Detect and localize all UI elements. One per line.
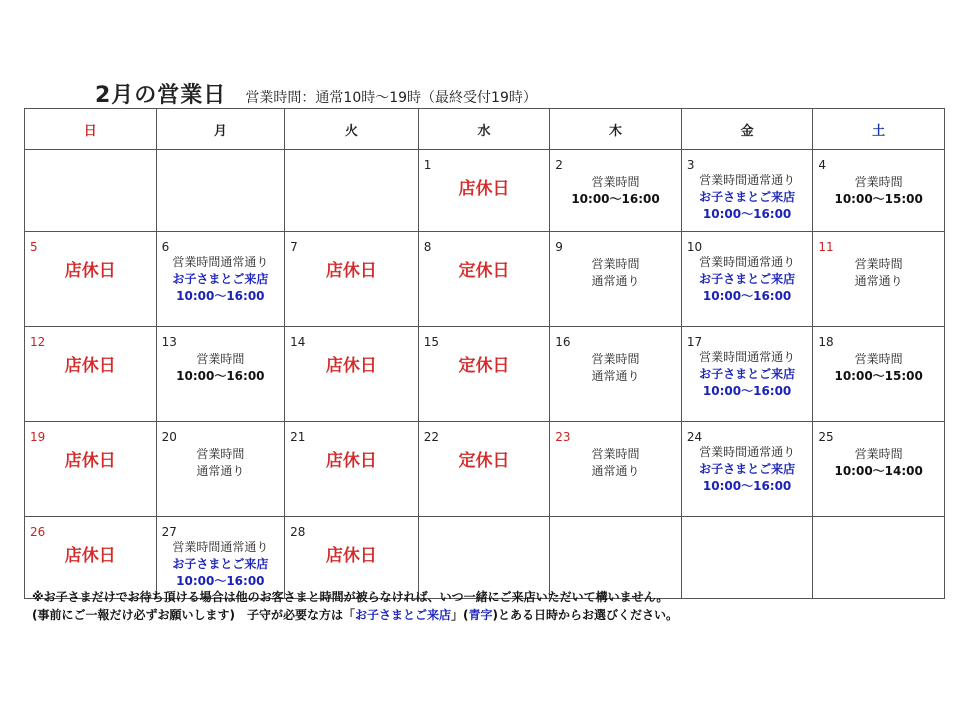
day-cell — [813, 232, 945, 327]
hours-time: 10:00〜15:00 — [834, 369, 923, 383]
day-number: 13 — [161, 335, 177, 349]
hours-normal-label: 営業時間通常通り — [172, 540, 269, 554]
week-row — [25, 517, 945, 599]
day-cell — [285, 422, 419, 517]
day-cell — [25, 422, 157, 517]
weekday-sunday: 日 — [25, 109, 157, 150]
day-cell — [681, 232, 813, 327]
normal-label: 通常通り — [854, 274, 903, 288]
hours-normal-label: 営業時間通常通り — [699, 350, 796, 364]
day-cell — [156, 422, 285, 517]
day-number: 6 — [161, 240, 170, 254]
closed-label: 店休日 — [64, 261, 116, 281]
day-number: 27 — [161, 525, 177, 539]
kids-visit-label: お子さまとご来店 — [172, 272, 269, 286]
footnotes — [32, 588, 678, 624]
day-number: 22 — [423, 430, 439, 444]
day-number: 21 — [290, 430, 306, 444]
week-row — [25, 232, 945, 327]
blue-text-reference: 青字 — [468, 608, 493, 622]
day-number: 10 — [686, 240, 703, 254]
kids-visit-time: 10:00〜16:00 — [176, 289, 265, 303]
day-number: 5 — [30, 240, 38, 254]
closed-label: 店休日 — [325, 356, 377, 376]
day-number: 14 — [290, 335, 306, 349]
day-cell — [550, 150, 682, 232]
business-hours-subtitle: 営業時間：通常10時〜19時（最終受付19時） — [245, 90, 537, 106]
day-cell — [813, 150, 945, 232]
day-cell — [285, 327, 419, 422]
day-number: 28 — [290, 525, 306, 539]
day-number: 1 — [423, 158, 432, 172]
day-cell — [681, 422, 813, 517]
day-number: 7 — [290, 240, 298, 254]
kids-visit-label: お子さまとご来店 — [699, 462, 796, 476]
empty-cell — [418, 517, 550, 599]
day-cell — [418, 232, 550, 327]
weekday-tuesday: 火 — [285, 109, 419, 150]
weekday-monday: 月 — [156, 109, 285, 150]
empty-cell — [25, 150, 157, 232]
day-number: 9 — [555, 240, 563, 254]
day-number: 2 — [555, 158, 563, 172]
footnote-text: (事前にご一報だけ必ずお願いします) 子守が必要な方は「 — [32, 608, 355, 622]
day-number: 4 — [818, 158, 827, 172]
weekday-friday: 金 — [681, 109, 813, 150]
day-cell — [285, 232, 419, 327]
weekday-header-row — [25, 109, 945, 150]
hours-label: 営業時間 — [854, 447, 903, 461]
footnote-line-1: ※お子さまだけでお待ち頂ける場合は他のお客さまと時間が被らなければ、いつ一緒にご来店いただいて構いません。 — [32, 590, 669, 604]
day-cell — [156, 517, 285, 599]
kids-visit-time: 10:00〜16:00 — [176, 574, 265, 588]
closed-label: 店休日 — [64, 356, 116, 376]
day-cell — [156, 327, 285, 422]
regular-closed-label: 定休日 — [458, 261, 510, 281]
calendar-table — [24, 108, 945, 599]
day-cell — [25, 232, 157, 327]
kids-visit-label: お子さまとご来店 — [699, 272, 796, 286]
hours-normal-label: 営業時間通常通り — [172, 255, 269, 269]
hours-label: 営業時間 — [854, 352, 903, 366]
closed-label: 店休日 — [64, 546, 116, 566]
hours-time: 10:00〜14:00 — [834, 464, 923, 478]
day-number: 26 — [30, 525, 46, 539]
day-number: 23 — [555, 430, 571, 444]
regular-closed-label: 定休日 — [458, 451, 510, 471]
hours-label: 営業時間 — [591, 257, 640, 271]
title-row — [95, 78, 537, 108]
hours-label: 営業時間 — [591, 175, 640, 189]
kids-visit-time: 10:00〜16:00 — [702, 207, 792, 221]
hours-normal-label: 営業時間通常通り — [699, 445, 796, 459]
empty-cell — [813, 517, 945, 599]
kids-visit-label: お子さまとご来店 — [699, 190, 796, 204]
hours-label: 営業時間 — [591, 447, 640, 461]
hours-time: 10:00〜16:00 — [571, 192, 660, 206]
hours-time: 10:00〜15:00 — [834, 192, 923, 206]
week-row — [25, 422, 945, 517]
day-number: 18 — [818, 335, 834, 349]
closed-label: 店休日 — [325, 546, 377, 566]
weekday-wednesday: 水 — [418, 109, 550, 150]
normal-label: 通常通り — [591, 464, 640, 478]
empty-cell — [156, 150, 285, 232]
day-cell — [550, 232, 682, 327]
hours-label: 営業時間 — [854, 175, 903, 189]
empty-cell — [285, 150, 419, 232]
hours-time: 10:00〜16:00 — [176, 369, 265, 383]
hours-label: 営業時間 — [591, 352, 640, 366]
normal-label: 通常通り — [591, 274, 640, 288]
day-number: 20 — [161, 430, 177, 444]
hours-normal-label: 営業時間通常通り — [699, 173, 796, 187]
normal-label: 通常通り — [196, 464, 245, 478]
kids-visit-time: 10:00〜16:00 — [702, 289, 792, 303]
day-number: 3 — [686, 158, 695, 172]
closed-label: 店休日 — [325, 451, 377, 471]
kids-visit-time: 10:00〜16:00 — [702, 479, 792, 493]
week-row — [25, 150, 945, 232]
day-cell — [285, 517, 419, 599]
day-number: 8 — [423, 240, 432, 254]
hours-normal-label: 営業時間通常通り — [699, 255, 796, 269]
hours-label: 営業時間 — [854, 257, 903, 271]
day-number: 24 — [686, 430, 703, 444]
day-cell — [418, 327, 550, 422]
day-cell — [550, 422, 682, 517]
empty-cell — [550, 517, 682, 599]
day-number: 15 — [423, 335, 439, 349]
regular-closed-label: 定休日 — [458, 356, 510, 376]
kids-visit-time: 10:00〜16:00 — [702, 384, 792, 398]
day-cell — [25, 327, 157, 422]
closed-label: 店休日 — [458, 179, 510, 199]
page-title: 2月の営業日 — [95, 83, 227, 108]
day-number: 12 — [30, 335, 46, 349]
day-cell — [156, 232, 285, 327]
day-cell — [418, 422, 550, 517]
week-row — [25, 327, 945, 422]
day-cell — [813, 422, 945, 517]
day-number: 19 — [30, 430, 46, 444]
day-number: 16 — [555, 335, 571, 349]
kids-visit-label: お子さまとご来店 — [699, 367, 796, 381]
day-cell — [681, 327, 813, 422]
day-number: 25 — [818, 430, 834, 444]
kids-visit-reference: お子さまとご来店 — [354, 608, 451, 622]
footnote-line-2 — [32, 606, 678, 624]
day-number: 11 — [818, 240, 834, 254]
hours-label: 営業時間 — [196, 447, 245, 461]
hours-label: 営業時間 — [196, 352, 245, 366]
day-number: 17 — [686, 335, 703, 349]
day-cell — [550, 327, 682, 422]
weekday-saturday: 土 — [813, 109, 945, 150]
weekday-thursday: 木 — [550, 109, 682, 150]
closed-label: 店休日 — [64, 451, 116, 471]
day-cell — [813, 327, 945, 422]
kids-visit-label: お子さまとご来店 — [172, 557, 269, 571]
day-cell — [25, 517, 157, 599]
footnote-text: )とある日時からお選びください。 — [492, 608, 679, 622]
day-cell — [418, 150, 550, 232]
footnote-text: 」( — [451, 608, 469, 622]
closed-label: 店休日 — [325, 261, 377, 281]
day-cell — [681, 150, 813, 232]
normal-label: 通常通り — [591, 369, 640, 383]
empty-cell — [681, 517, 813, 599]
